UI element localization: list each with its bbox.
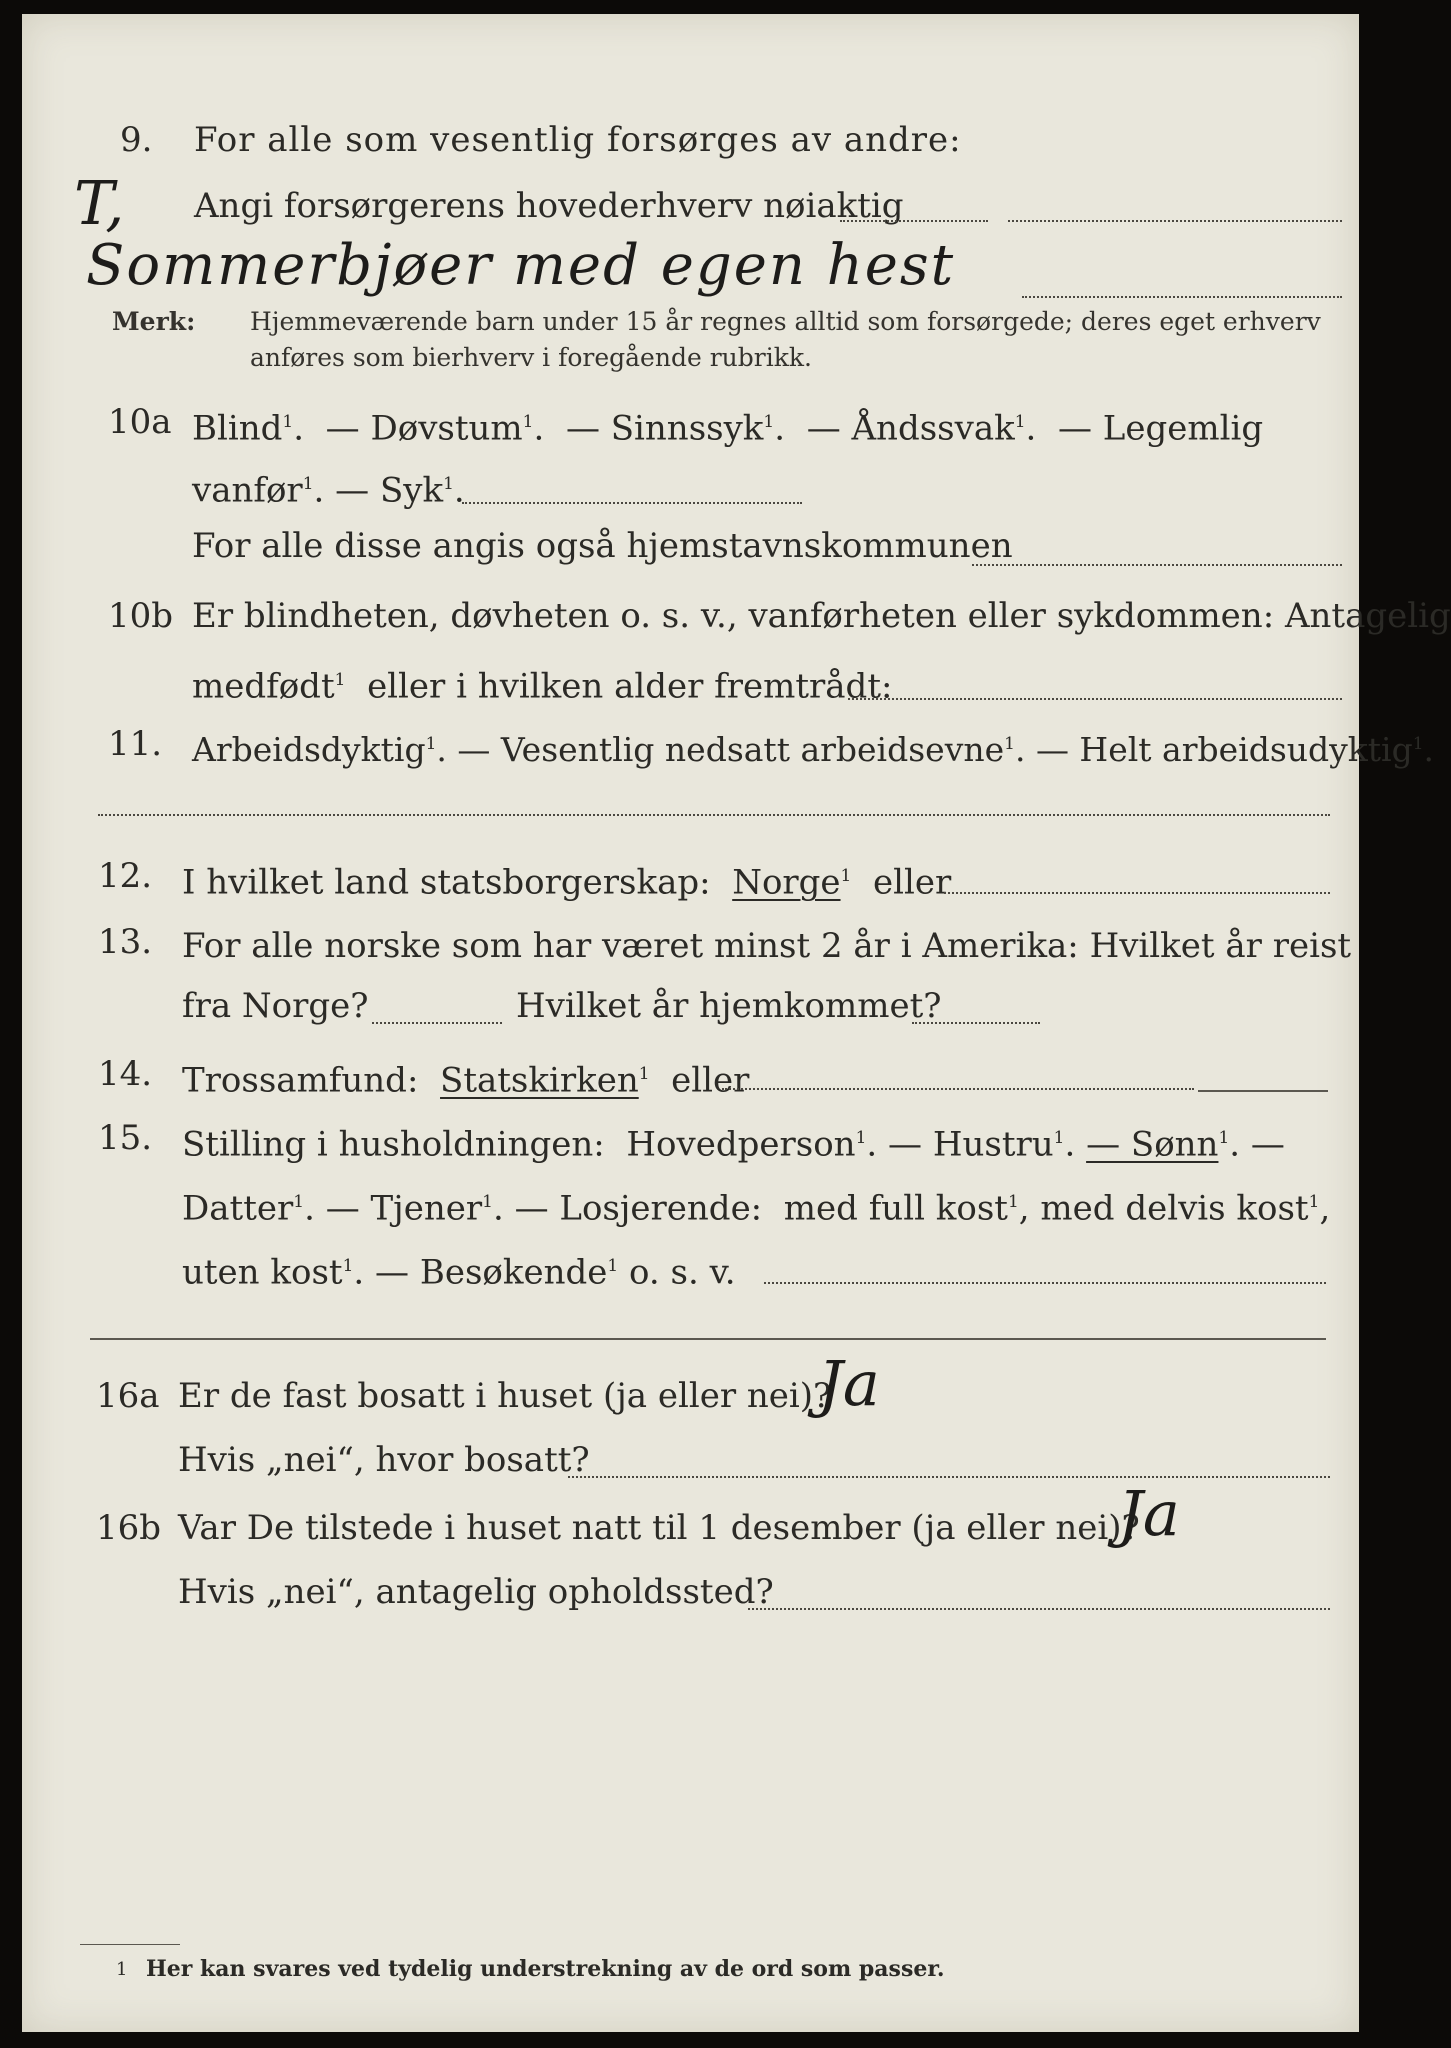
q9-handwritten-answer: Sommerbjøer med egen hest [86,233,956,298]
q16a-handwritten-answer: Ja [818,1347,880,1420]
q9-prompt: Angi forsørgerens hovederhverv nøiaktig [194,186,904,226]
merk-line-2: anføres som bierhverv i foregående rubrikk. [250,343,812,372]
q10a-legemlig: — Legemlig [1057,408,1264,449]
q15-uten-kost: uten kost [182,1252,343,1293]
q12-dotted-line [944,892,1330,894]
footnote-text: Her kan svares ved tydelig understrekning av de ord som passer. [146,1956,945,1982]
q15-label: Stilling i husholdningen: [182,1124,605,1165]
q10a-line1: Blind$^1$. — Døvstum$^1$. — Sinnssyk$^1$. — Åndssvak$^1$. — Legemlig [192,408,1264,449]
q12-number: 12. [98,856,153,896]
q11-line: Arbeidsdyktig$^1$. — Vesentlig nedsatt arbeidsevne$^1$. — Helt arbeidsudyktig$^1$. [192,730,1435,769]
q16a-dotted-line [568,1476,1330,1478]
merk-label: Merk: [112,307,196,336]
q15-separator [90,1338,1326,1340]
q14-dotted-line [722,1088,1194,1090]
q12-line: I hvilket land statsborgerskap: Norge$^1$ eller [182,862,952,903]
q12-suffix: eller [873,862,952,903]
q10a-syk: — Syk [335,470,444,511]
q13-reist-line [372,1022,502,1024]
q14-label: Trossamfund: [182,1060,419,1101]
q13-line2b: Hvilket år hjemkommet? [516,986,942,1026]
q15-losjerende: — Losjerende: [514,1188,763,1229]
q9-title: For alle som vesentlig forsørges av andre: [194,120,962,160]
q10a-line3: For alle disse angis også hjemstavnskommunen [192,526,1013,566]
q10b-dotted-line [848,698,1342,700]
q15-full-kost: med full kost [783,1188,1008,1229]
q10a-blind: Blind [192,408,283,449]
q10b-number: 10b [108,596,174,636]
q14-line: Trossamfund: Statskirken$^1$ eller [182,1060,750,1101]
q15-line1: Stilling i husholdningen: Hovedperson$^1$. — Hustru$^1$. — Sønn$^1$. — [182,1124,1285,1165]
q13-line1: For alle norske som har været minst 2 år i Amerika: Hvilket år reist [182,926,1352,966]
q16a-line2: Hvis „nei“, hvor bosatt? [178,1440,590,1480]
q9-number: 9. [120,120,153,160]
q15-hustru: — Hustru [888,1124,1054,1165]
q16b-line1: Var De tilstede i huset natt til 1 desember (ja eller nei)? [178,1508,1140,1548]
q10a-dotted-line [462,502,802,504]
q9-handwritten-prefix: T, [74,169,125,239]
q12-label: I hvilket land statsborgerskap: [182,862,711,903]
q12-option-norge: Norge [732,862,841,903]
q11-udyktig: — Helt arbeidsudyktig [1035,730,1413,769]
q15-delvis-kost: , med delvis kost [1018,1188,1309,1229]
q11-nedsatt: — Vesentlig nedsatt arbeidsevne [457,730,1005,769]
q10b-line1: Er blindheten, døvheten o. s. v., vanførheten eller sykdommen: Antagelig [192,596,1451,636]
q10a-vanfor: vanfør [192,470,303,511]
q10a-dovstum: — Døvstum [325,408,523,449]
q9-dotted-line [840,220,988,222]
q15-tjener: — Tjener [325,1188,483,1229]
q15-osv: o. s. v. [629,1252,736,1293]
footnote-rule [80,1944,180,1945]
q15-hovedperson: Hovedperson [626,1124,856,1165]
q10a-kommune-line [972,564,1342,566]
q15-besokende: — Besøkende [375,1252,608,1293]
q9-answer-line [1022,296,1342,298]
q13-number: 13. [98,922,153,962]
q10b-line2: medfødt$^1$ eller i hvilken alder fremtrådt: [192,666,893,707]
q14-solid-line [1198,1090,1328,1092]
q16b-line2: Hvis „nei“, antagelig opholdssted? [178,1572,774,1612]
q16a-line1: Er de fast bosatt i huset (ja eller nei)? [178,1376,832,1416]
q15-datter: Datter [182,1188,294,1229]
q10a-line2: vanfør$^1$. — Syk$^1$. [192,470,465,511]
q11-dotted-line [98,814,1330,816]
q9-dotted-line-2 [1008,220,1342,222]
q16b-handwritten-answer: Ja [1118,1477,1180,1550]
q16b-number: 16b [96,1508,162,1548]
q11-arbeidsdyktig: Arbeidsdyktig [192,730,426,769]
q13-line2a: fra Norge? [182,986,369,1026]
q14-suffix: eller [671,1060,750,1101]
q10a-number: 10a [108,402,172,442]
census-form-page [22,14,1451,2032]
q15-number: 15. [98,1118,153,1158]
q14-option-statskirken: Statskirken [440,1060,639,1101]
q14-number: 14. [98,1054,153,1094]
q10a-andssvak: — Åndssvak [806,408,1015,449]
q15-dash: — [1250,1124,1285,1165]
q15-dotted-line [764,1282,1326,1284]
q16b-dotted-line [748,1608,1330,1610]
q10b-medfodt: medfødt [192,666,335,707]
q16a-number: 16a [96,1376,160,1416]
q15-line3: uten kost$^1$. — Besøkende$^1$ o. s. v. [182,1252,736,1293]
merk-line-1: Hjemmeværende barn under 15 år regnes alltid som forsørgede; deres eget erhverv [250,307,1321,336]
q10a-sinnssyk: — Sinnssyk [565,408,764,449]
q11-number: 11. [108,724,163,764]
q15-sonn: — Sønn [1086,1124,1219,1165]
q15-line2: Datter$^1$. — Tjener$^1$. — Losjerende: med full kost$^1$, med delvis kost$^1$, [182,1188,1331,1229]
footnote-marker: 1 [116,1959,128,1980]
q10b-alder: eller i hvilken alder fremtrådt: [367,666,893,707]
q13-hjemkommet-line [912,1022,1040,1024]
